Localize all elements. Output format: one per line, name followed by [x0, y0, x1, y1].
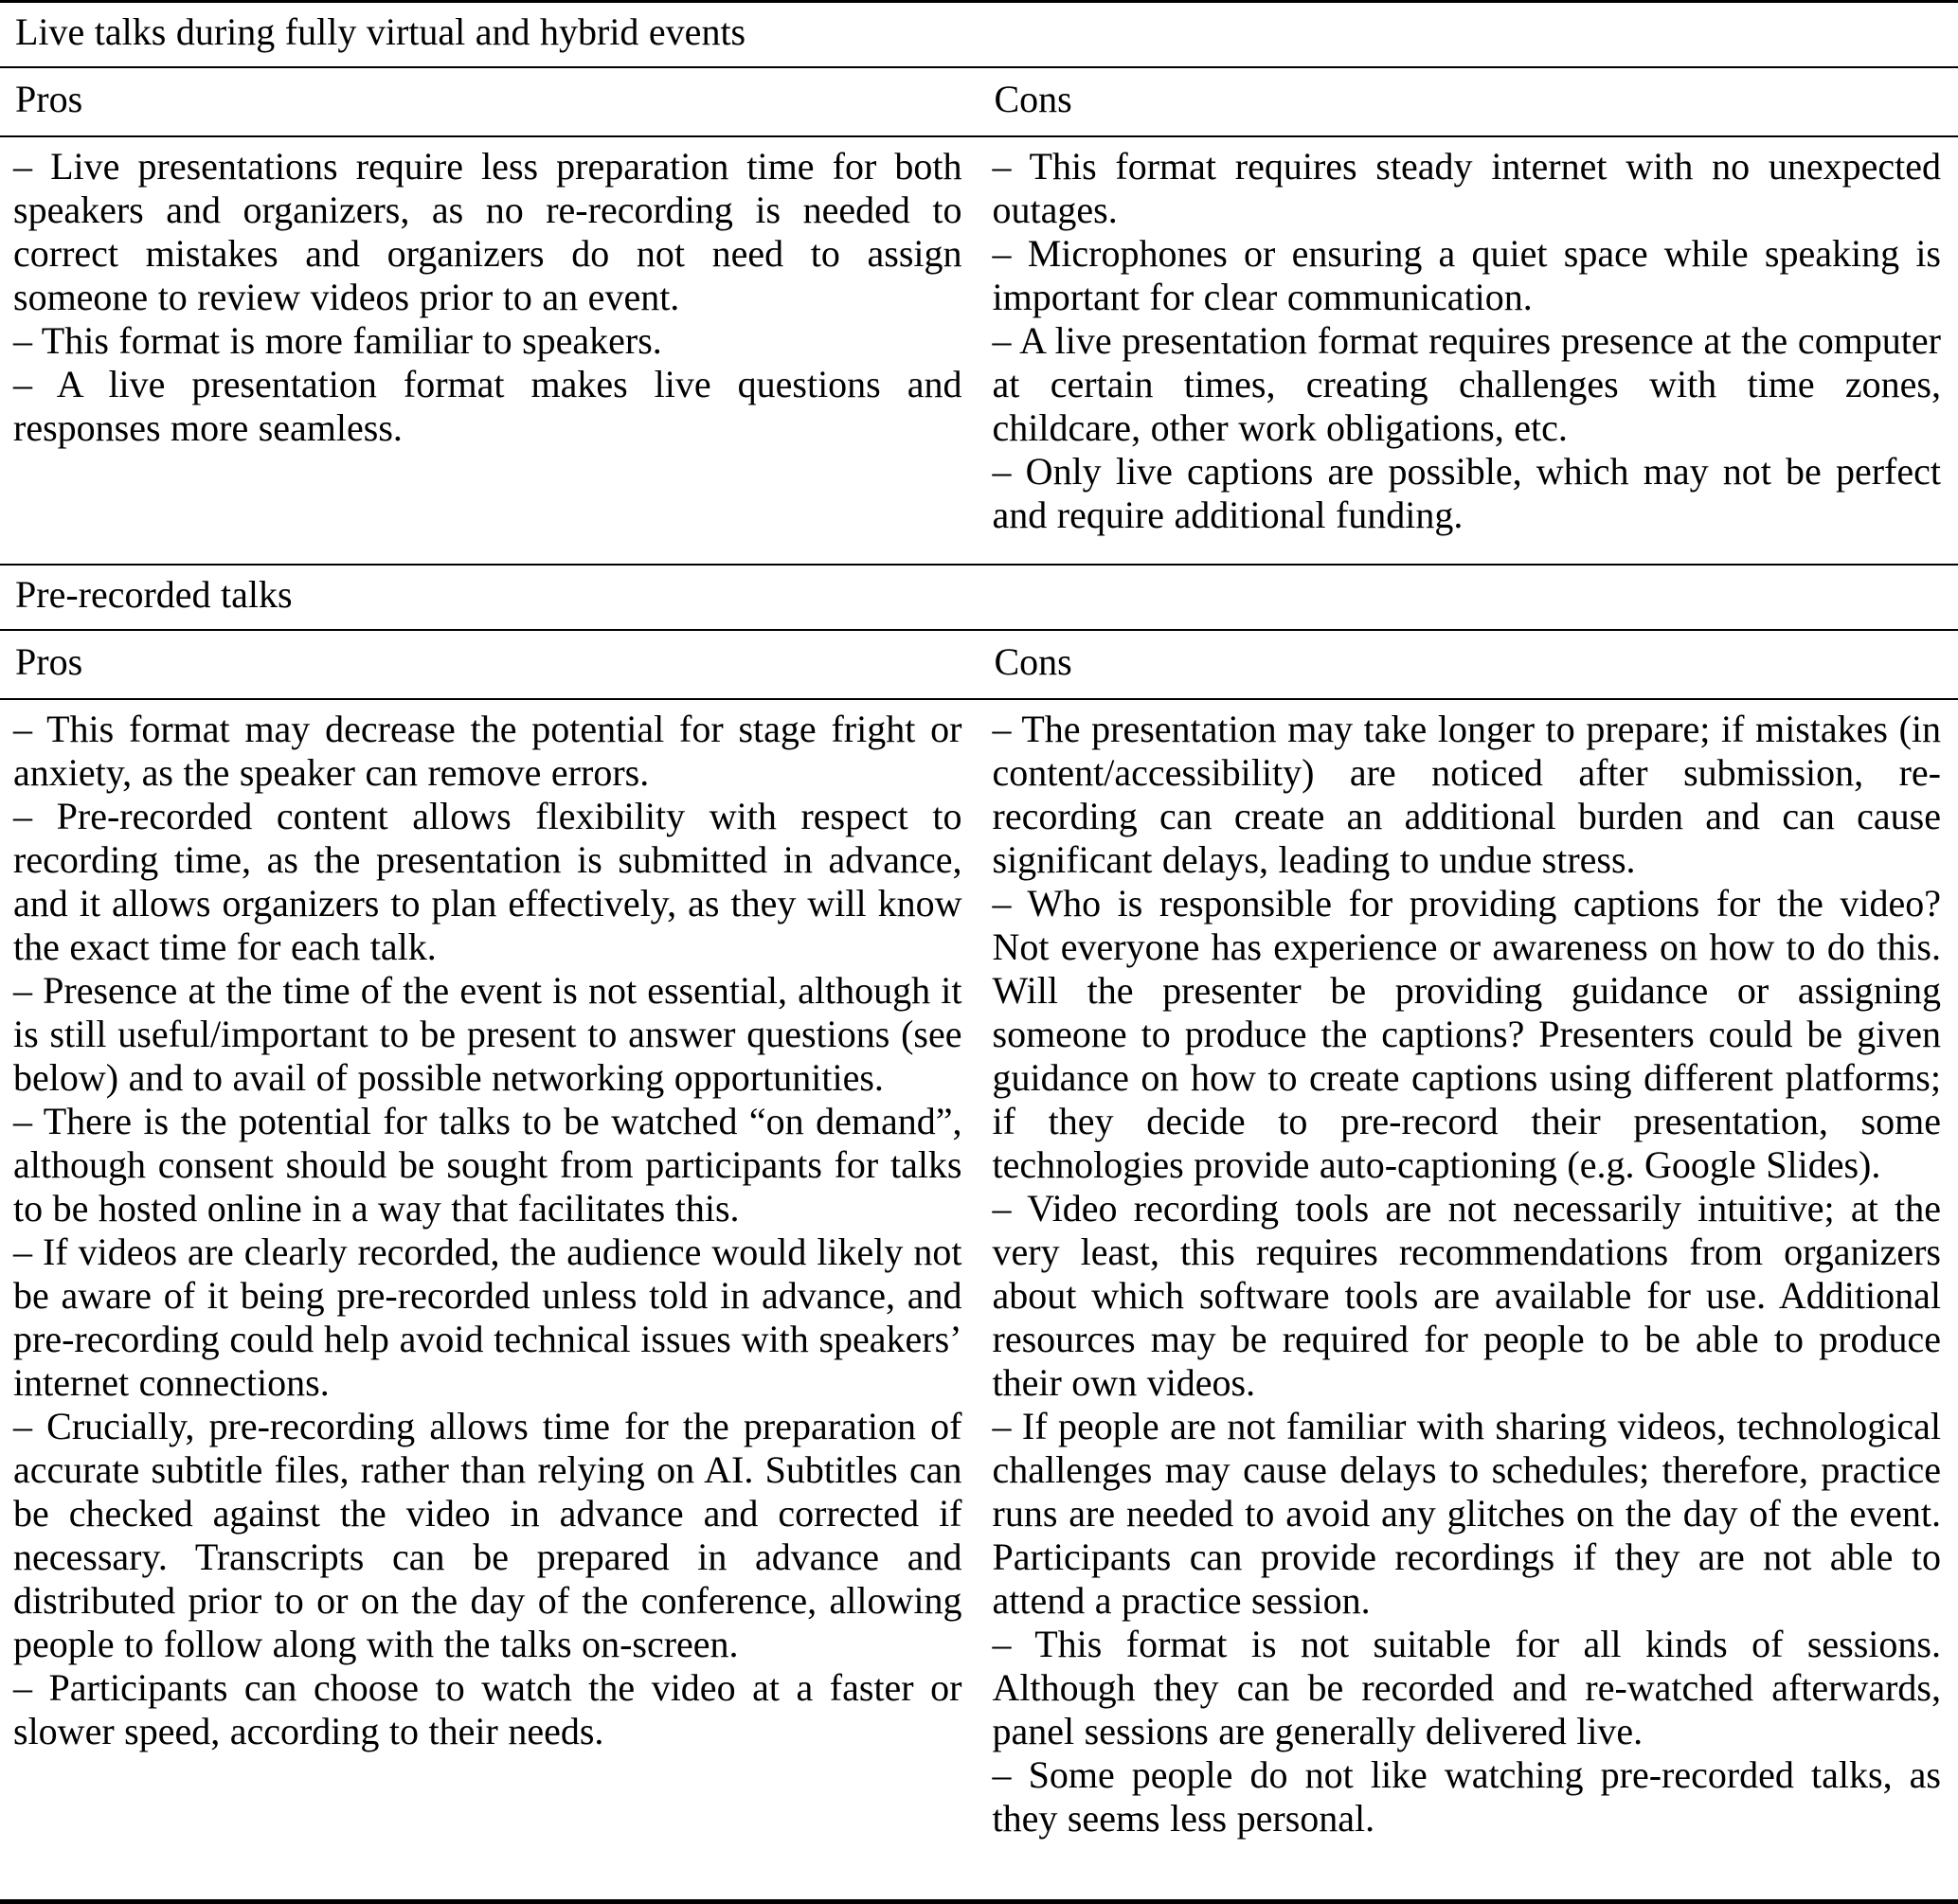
section-1-title-row: [0, 2, 1958, 67]
list-item: – This format may decrease the potential for stage fright or anxiety, as the speaker can remove errors.: [13, 707, 962, 794]
section-2-cons-cell: [979, 699, 1958, 1902]
section-2-pros-header: Pros: [0, 630, 979, 699]
list-item: – A live presentation format requires presence at the computer at certain times, creating challenges with time zones, childcare, other work obligations, etc.: [992, 318, 1941, 449]
section-1-header-row: [0, 67, 1958, 136]
list-item: – Microphones or ensuring a quiet space while speaking is important for clear communication.: [992, 231, 1941, 318]
section-1-content-row: [0, 136, 1958, 565]
list-item: – Participants can choose to watch the video at a faster or slower speed, according to their needs.: [13, 1665, 962, 1752]
list-item: – If people are not familiar with sharing videos, technological challenges may cause delays to schedules; therefore, practice runs are needed to avoid any glitches on the day of the event. Participants can provide recordings if they are not able to attend a practice session.: [992, 1404, 1941, 1622]
list-item: – Video recording tools are not necessarily intuitive; at the very least, this requires recommendations from organizers about which software tools are available for use. Additional resources may be required for people to be able to produce their own videos.: [992, 1186, 1941, 1404]
list-item: – Presence at the time of the event is not essential, although it is still useful/important to be present to answer questions (see below) and to avail of possible networking opportunities.: [13, 968, 962, 1099]
section-1-cons-cell: [979, 136, 1958, 565]
list-item: – Only live captions are possible, which may not be perfect and require additional funding.: [992, 449, 1941, 536]
list-item: – There is the potential for talks to be watched “on demand”, although consent should be sought from participants for talks to be hosted online in a way that facilitates this.: [13, 1099, 962, 1230]
list-item: – Who is responsible for providing captions for the video? Not everyone has experience or awareness on how to do this. Will the presenter be providing guidance or assigning someone to produce the captions? Presenters could be given guidance on how to create captions using different platforms; if they decide to pre-record their presentation, some technologies provide auto-captioning (e.g. Google Slides).: [992, 881, 1941, 1186]
section-1-cons-header: Cons: [979, 67, 1958, 136]
section-2-cons-header: Cons: [979, 630, 1958, 699]
section-1-title: Live talks during fully virtual and hybrid events: [0, 2, 1958, 67]
section-2-header-row: [0, 630, 1958, 699]
section-1-pros-header: Pros: [0, 67, 979, 136]
section-2-pros-cell: [0, 699, 979, 1902]
section-2-title-row: [0, 565, 1958, 630]
list-item: – A live presentation format makes live questions and responses more seamless.: [13, 362, 962, 449]
list-item: – The presentation may take longer to prepare; if mistakes (in content/accessibility) are noticed after submission, re-recording can create an additional burden and can cause significant delays, leading to undue stress.: [992, 707, 1941, 881]
section-2-title: Pre-recorded talks: [0, 565, 1958, 630]
section-1-pros-cell: [0, 136, 979, 565]
list-item: – Pre-recorded content allows flexibility with respect to recording time, as the presentation is submitted in advance, and it allows organizers to plan effectively, as they will know the exact time for each talk.: [13, 794, 962, 968]
list-item: – This format is more familiar to speakers.: [13, 318, 662, 362]
list-item: – Some people do not like watching pre-recorded talks, as they seems less personal.: [992, 1752, 1941, 1840]
list-item: – If videos are clearly recorded, the audience would likely not be aware of it being pre-recorded unless told in advance, and pre-recording could help avoid technical issues with speakers’ internet connections.: [13, 1230, 962, 1404]
section-2-content-row: [0, 699, 1958, 1902]
list-item: – Live presentations require less preparation time for both speakers and organizers, as no re-recording is needed to correct mistakes and organizers do not need to assign someone to review videos prior to an event.: [13, 144, 962, 318]
list-item: – This format requires steady internet with no unexpected outages.: [992, 144, 1941, 231]
list-item: – Crucially, pre-recording allows time for the preparation of accurate subtitle files, rather than relying on AI. Subtitles can be checked against the video in advance and corrected if necessary. Transcripts can be prepared in advance and distributed prior to or on the day of the conference, allowing people to follow along with the talks on-screen.: [13, 1404, 962, 1665]
list-item: – This format is not suitable for all kinds of sessions. Although they can be recorded and re-watched afterwards, panel sessions are generally delivered live.: [992, 1622, 1941, 1752]
